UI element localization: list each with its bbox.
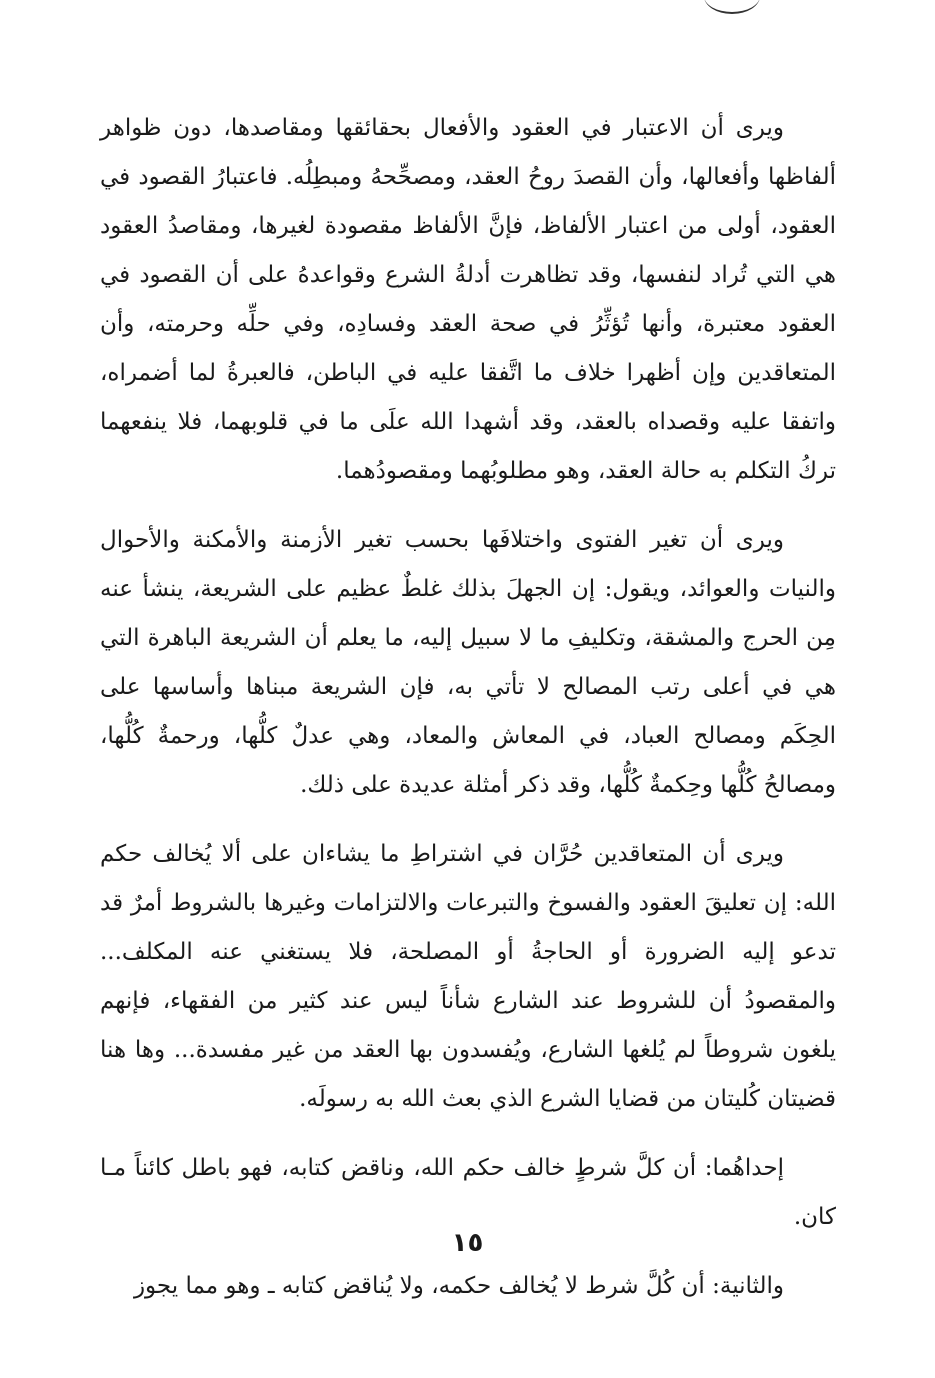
paragraph-first-principle: إحداهُما: أن كلَّ شرطٍ خالف حكم الله، وناقض كتابه، فهو باطل كائناً مـا كان. bbox=[100, 1155, 836, 1230]
page-corner-mark bbox=[704, 0, 760, 14]
paragraph-fatwa-change: ويرى أن تغير الفتوى واختلافَها بحسب تغير الأزمنة والأمكنة والأحوال والنيات والعوائد، ويقول: إن الجهلَ بذلك غلطٌ عظيم على الشريعة، ينشأ عنه مِن الحرج والمشقة، وتكليفِ ما لا سبيل إليه، ما يعلم أن الشريعة الباهرة التي هي في أعلى رتب المصالح لا تأتي به، فإن الشريعة مبناها وأساسها على الحِكَم ومصالح العباد، في المعاش والمعاد، وهي عدلٌ كلُّها، ورحمةٌ كُلُّها، ومصالحُ كُلُّها وحِكمةٌ كُلُّها، وقد ذكر أمثلة عديدة على ذلك. bbox=[100, 527, 836, 798]
page-number: ١٥ bbox=[451, 1228, 484, 1258]
paragraph-intentions: ويرى أن الاعتبار في العقود والأفعال بحقائقها ومقاصدها، دون ظواهر ألفاظها وأفعالها، وأن القصدَ روحُ العقد، ومصحِّحهُ ومبطِلُه. فاعتبارُ القصود في العقود، أولى من اعتبار الألفاظ، فإنَّ الألفاظ مقصودة لغيرها، ومقاصدُ العقود هي التي تُراد لنفسها، وقد تظاهرت أدلةُ الشرع وقواعدهُ على أن القصود في العقود معتبرة، وأنها تُؤثِّرُ في صحة العقد وفسادِه، وفي حلِّه وحرمته، وأن المتعاقدين وإن أظهرا خلاف ما اتَّفقا عليه في الباطن، فالعبرةُ لما أضمراه، واتفقا عليه وقصداه بالعقد، وقد أشهدا الله علَى ما في قلوبهما، فلا ينفعهما تركُ التكلم به حالة العقد، وهو مطلوبُهما ومقصودُهما. bbox=[100, 115, 836, 484]
paragraph-second-principle: والثانية: أن كُلَّ شرط لا يُخالف حكمه، ولا يُناقض كتابه ـ وهو مما يجوز bbox=[133, 1273, 784, 1299]
page-body bbox=[100, 104, 836, 1331]
paragraph-contract-conditions: ويرى أن المتعاقدين حُرَّان في اشتراطِ ما يشاءان على ألا يُخالف حكم الله: إن تعليقَ العقود والفسوخ والتبرعات والالتزامات وغيرها بالشروط أمرٌ قد تدعو إليه الضرورة أو الحاجةُ أو المصلحة، فلا يستغني عنه المكلف... والمقصودُ أن للشروط عند الشارع شأناً ليس عند كثير من الفقهاء، فإنهم يلغون شروطاً لم يُلغها الشارع، ويُفسدون بها العقد من غير مفسدة... وها هنا قضيتان كُليتان من قضايا الشرع الذي بعث الله به رسولَه. bbox=[100, 841, 836, 1112]
